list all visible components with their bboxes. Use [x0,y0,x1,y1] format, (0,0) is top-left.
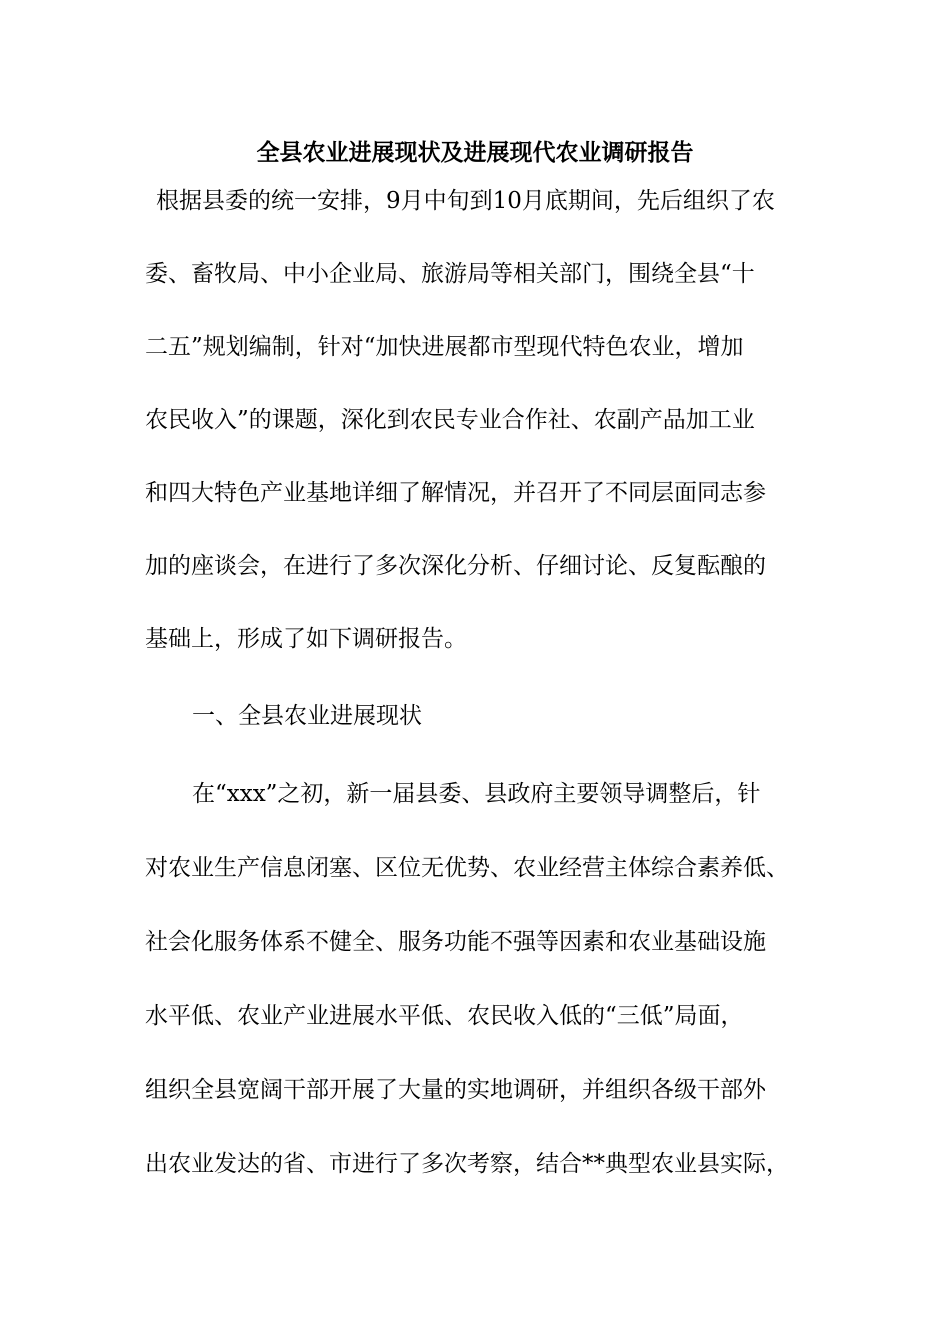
document-title: 全县农业进展现状及进展现代农业调研报告 [256,139,694,166]
paragraph-line: 组织全县宽阔干部开展了大量的实地调研，并组织各级干部外 [145,1077,766,1103]
paragraph-line: 出农业发达的省、市进行了多次考察，结合**典型农业县实际， [145,1151,789,1177]
paragraph-line: 农民收入”的课题，深化到农民专业合作社、农副产品加工业 [145,407,755,433]
paragraph-line: 二五”规划编制，针对“加快进展都市型现代特色农业，增加 [145,334,744,360]
paragraph-line: 和四大特色产业基地详细了解情况，并召开了不同层面同志参 [145,480,766,506]
paragraph-line: 根据县委的统一安排，9月中旬到10月底期间，先后组织了农 [156,188,775,214]
section-heading: 一、全县农业进展现状 [192,703,422,729]
paragraph-line: 加的座谈会，在进行了多次深化分析、仔细讨论、反复酝酿的 [145,553,766,579]
paragraph-line: 委、畜牧局、中小企业局、旅游局等相关部门，围绕全县“十 [145,261,755,287]
paragraph-line: 对农业生产信息闭塞、区位无优势、农业经营主体综合素养低、 [145,855,789,881]
paragraph-line: 在“xxx”之初，新一届县委、县政府主要领导调整后，针 [192,781,761,807]
paragraph-line: 水平低、农业产业进展水平低、农民收入低的“三低”局面， [145,1003,744,1029]
paragraph-line: 社会化服务体系不健全、服务功能不强等因素和农业基础设施 [145,929,766,955]
paragraph-line: 基础上，形成了如下调研报告。 [145,626,467,652]
